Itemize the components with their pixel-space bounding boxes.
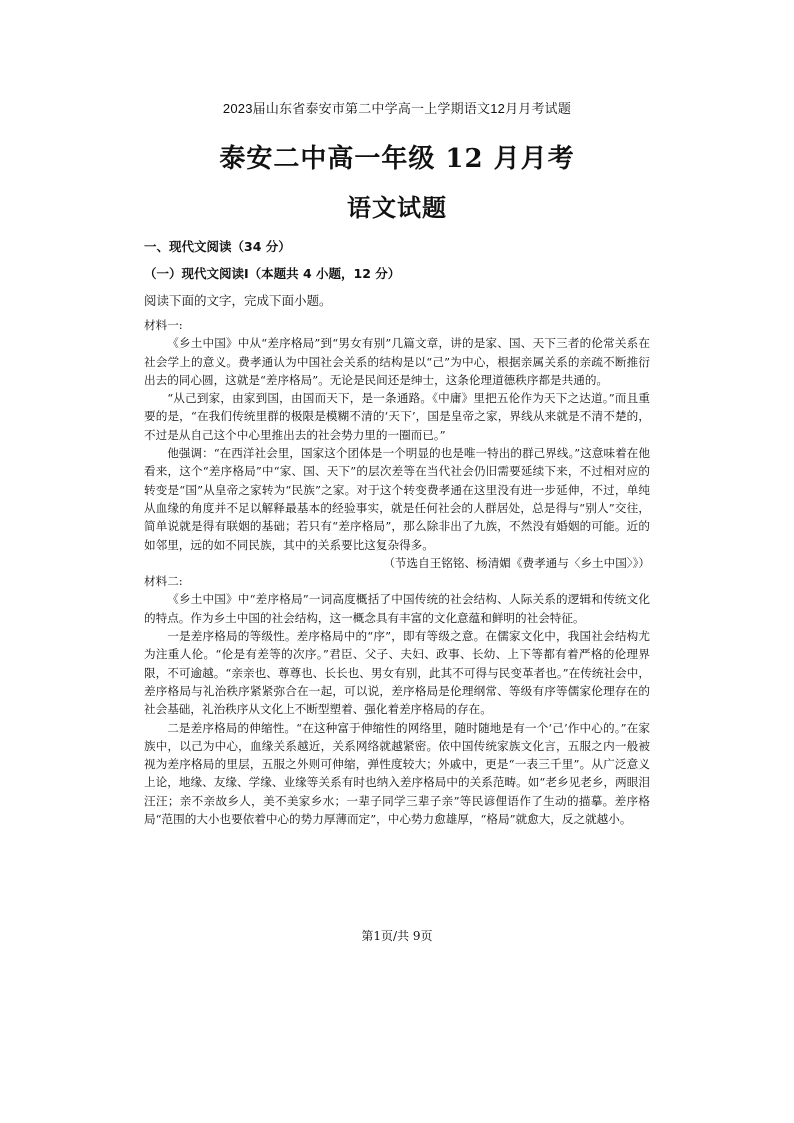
material2-label: 材料二: — [144, 574, 183, 589]
reading-passage — [144, 316, 650, 828]
material2-paragraph-3: 二是差序格局的伸缩性。“在这种富于伸缩性的网络里，随时随地是有一个‘己’作中心的。”在家族中，以己为中心，血缘关系越近，关系网络就越紧密。依中国传统家族文化言，五服之内一般被视为差序格局的里层，五服之外则可伸缩，弹性度较大；外戚中，更是“一表三千里”。从广泛意义上论，地缘、友缘、学缘、业缘等关系有时也纳入差序格局中的关系范畴。如“老乡见老乡，两眼泪汪汪；亲不亲故乡人，美不美家乡水；一辈子同学三辈子亲”等民谚俚语作了生动的描摹。差序格局“范围的大小也要依着中心的势力厚薄而定”，中心势力愈雄厚，“格局”就愈大，反之就越小。 — [144, 720, 650, 827]
material1-label: 材料一: — [144, 318, 183, 332]
material1-paragraph-1: 《乡土中国》中从“差序格局”到“男女有别”几篇文章，讲的是家、国、天下三者的伦常关系在社会学上的意义。费孝通认为中国社会关系的结构是以“己”为中心，根据亲属关系的亲疏不断推衍出去的同心圆，这就是“差序格局”。无论是民间还是绅士，这条伦理道德秩序都是共通的。 — [144, 336, 650, 387]
exam-header: 2023届山东省泰安市第二中学高一上学期语文12月月考试题 — [222, 101, 572, 116]
main-title: 泰安二中高一年级 12 月月考 — [219, 144, 575, 174]
subject-title: 语文试题 — [347, 193, 447, 222]
material1-paragraph-3: 他强调：“在西洋社会里，国家这个团体是一个明显的也是唯一特出的群己界线。”这意味着在他看来，这个“差序格局”中“家、国、天下”的层次差等在当代社会仍旧需要延续下来，不过相对应的转变是“国”从皇帝之家转为“民族”之家。对于这个转变费孝通在这里没有进一步延伸，不过，单纯从血缘的角度并不足以解释最基本的经验事实，就是任何社会的人群居处，总是得与“别人”交往，简单说就是得有联姻的基础；若只有“差序格局”，那么除非出了九族，不然没有婚姻的可能。近的如邻里，远的如不同民族，其中的关系要比这复杂得多。 — [144, 446, 650, 552]
section-heading: 一、现代文阅读（34 分） — [144, 239, 291, 254]
material1-paragraph-2: “从己到家，由家到国，由国而天下，是一条通路。《中庸》里把五伦作为天下之达道。”而且重要的是，“在我们传统里群的极限是模糊不清的‘天下’，国是皇帝之家，界线从来就是不清不楚的，不过是从自己这个中心里推出去的社会势力里的一圈而已。” — [144, 391, 650, 442]
reading-instruction: 阅读下面的文字，完成下面小题。 — [144, 293, 332, 308]
material2-paragraph-2: 一是差序格局的等级性。差序格局中的“序”，即有等级之意。在儒家文化中，我国社会结构尤为注重人伦。“伦是有差等的次序。”君臣、父子、夫妇、政事、长幼、上下等都有着严格的伦理界限，不可逾越。“亲亲也、尊尊也、长长也、男女有别，此其不可得与民变革者也。”在传统社会中，差序格局与礼治秩序紧紧弥合在一起，可以说，差序格局是伦理纲常、等级有序等儒家伦理存在的社会基础，礼治秩序从文化上不断型塑着、强化着差序格局的存在。 — [144, 629, 650, 717]
material2-paragraph-1: 《乡土中国》中“差序格局”一词高度概括了中国传统的社会结构、人际关系的逻辑和传统文化的特点。作为乡土中国的社会结构，这一概念具有丰富的文化意蕴和鲜明的社会特征。 — [144, 592, 650, 625]
material1-source: （节选自王铭铭、杨清媚《费孝通与〈乡土中国〉》） — [383, 555, 650, 570]
page-number: 第1页/共 9页 — [361, 929, 433, 943]
subsection-heading: （一）现代文阅读Ⅰ（本题共 4 小题，12 分） — [144, 266, 401, 281]
